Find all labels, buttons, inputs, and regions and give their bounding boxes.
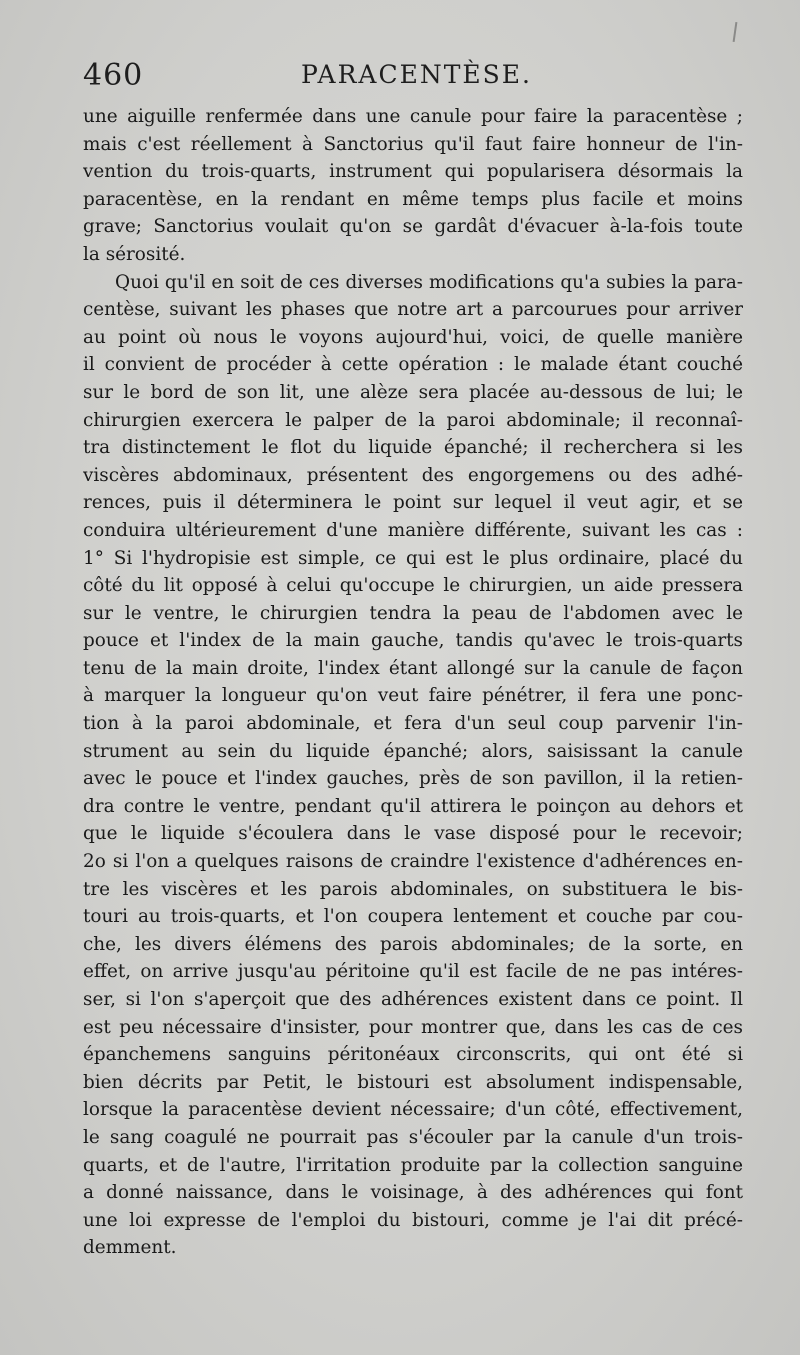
body-text <box>83 103 743 1262</box>
text-line: la sérosité. <box>83 243 186 265</box>
text-line: à marquer la longueur qu'on veut faire pénétrer, il fera une ponc- <box>83 685 743 707</box>
text-line: le sang coagulé ne pourrait pas s'écouler par la canule d'un trois- <box>83 1126 743 1148</box>
text-line: tenu de la main droite, l'index étant allongé sur la canule de façon <box>83 657 743 679</box>
text-line: effet, on arrive jusqu'au péritoine qu'il est facile de ne pas intéres- <box>83 961 743 983</box>
text-line: une aiguille renfermée dans une canule pour faire la paracentèse ; <box>83 106 743 127</box>
text-line: rences, puis il déterminera le point sur lequel il veut agir, et se <box>83 492 743 514</box>
text-line: côté du lit opposé à celui qu'occupe le chirurgien, un aide pressera <box>83 575 743 597</box>
text-line: vention du trois-quarts, instrument qui popularisera désormais la <box>83 161 743 183</box>
text-line: centèse, suivant les phases que notre art a parcourues pour arriver <box>83 299 743 321</box>
page-number: 460 <box>83 58 144 93</box>
text-line: a donné naissance, dans le voisinage, à des adhérences qui font <box>83 1182 743 1204</box>
text-line: quarts, et de l'autre, l'irritation produite par la collection sanguine <box>83 1154 743 1176</box>
text-line: pouce et l'index de la main gauche, tandis qu'avec le trois-quarts <box>83 630 743 652</box>
text-line: Quoi qu'il en soit de ces diverses modifications qu'a subies la para- <box>115 271 743 293</box>
paragraph <box>83 269 743 1262</box>
text-line: sur le ventre, le chirurgien tendra la peau de l'abdomen avec le <box>83 602 743 624</box>
text-line: est peu nécessaire d'insister, pour montrer que, dans les cas de ces <box>83 1016 743 1038</box>
text-line: avec le pouce et l'index gauches, près de son pavillon, il la retien- <box>83 768 743 790</box>
text-line: che, les divers élémens des parois abdominales; de la sorte, en <box>83 933 743 955</box>
text-line: conduira ultérieurement d'une manière différente, suivant les cas : <box>83 519 743 541</box>
page-edge-mark <box>733 22 738 42</box>
text-line: touri au trois-quarts, et l'on coupera lentement et couche par cou- <box>83 906 743 928</box>
text-line: une loi expresse de l'emploi du bistouri, comme je l'ai dit précé- <box>83 1209 743 1231</box>
running-title: PARACENTÈSE. <box>301 60 532 89</box>
paragraph <box>83 103 743 269</box>
running-head <box>83 58 739 94</box>
text-line: chirurgien exercera le palper de la paroi abdominale; il reconnaî- <box>83 409 743 431</box>
text-line: dra contre le ventre, pendant qu'il attirera le poinçon au dehors et <box>83 795 743 817</box>
text-line: grave; Sanctorius voulait qu'on se gardât d'évacuer à-la-fois toute <box>83 216 743 238</box>
text-line: strument au sein du liquide épanché; alors, saisissant la canule <box>83 740 743 762</box>
text-line: au point où nous le voyons aujourd'hui, voici, de quelle manière <box>83 326 743 348</box>
text-line: paracentèse, en la rendant en même temps plus facile et moins <box>83 188 743 210</box>
text-line: épanchemens sanguins péritonéaux circonscrits, qui ont été si <box>83 1044 743 1066</box>
text-line: il convient de procéder à cette opération : le malade étant couché <box>83 354 743 376</box>
text-line: 2o si l'on a quelques raisons de craindre l'existence d'adhérences en- <box>83 851 743 873</box>
text-line: tion à la paroi abdominale, et fera d'un seul coup parvenir l'in- <box>83 713 743 735</box>
text-line: que le liquide s'écoulera dans le vase disposé pour le recevoir; <box>83 823 743 845</box>
text-line: bien décrits par Petit, le bistouri est absolument indispensable, <box>83 1071 743 1093</box>
text-line: tre les viscères et les parois abdominales, on substituera le bis- <box>83 878 743 900</box>
text-line: 1° Si l'hydropisie est simple, ce qui est le plus ordinaire, placé du <box>83 547 743 569</box>
text-line: mais c'est réellement à Sanctorius qu'il faut faire honneur de l'in- <box>83 133 743 155</box>
text-line: viscères abdominaux, présentent des engorgemens ou des adhé- <box>83 464 743 486</box>
text-line: sur le bord de son lit, une alèze sera placée au-dessous de lui; le <box>83 381 743 403</box>
text-line: tra distinctement le flot du liquide épanché; il recherchera si les <box>83 437 743 459</box>
text-line: ser, si l'on s'aperçoit que des adhérences existent dans ce point. Il <box>83 989 743 1010</box>
text-line: demment. <box>83 1237 177 1259</box>
text-line: lorsque la paracentèse devient nécessaire; d'un côté, effectivement, <box>83 1099 743 1121</box>
